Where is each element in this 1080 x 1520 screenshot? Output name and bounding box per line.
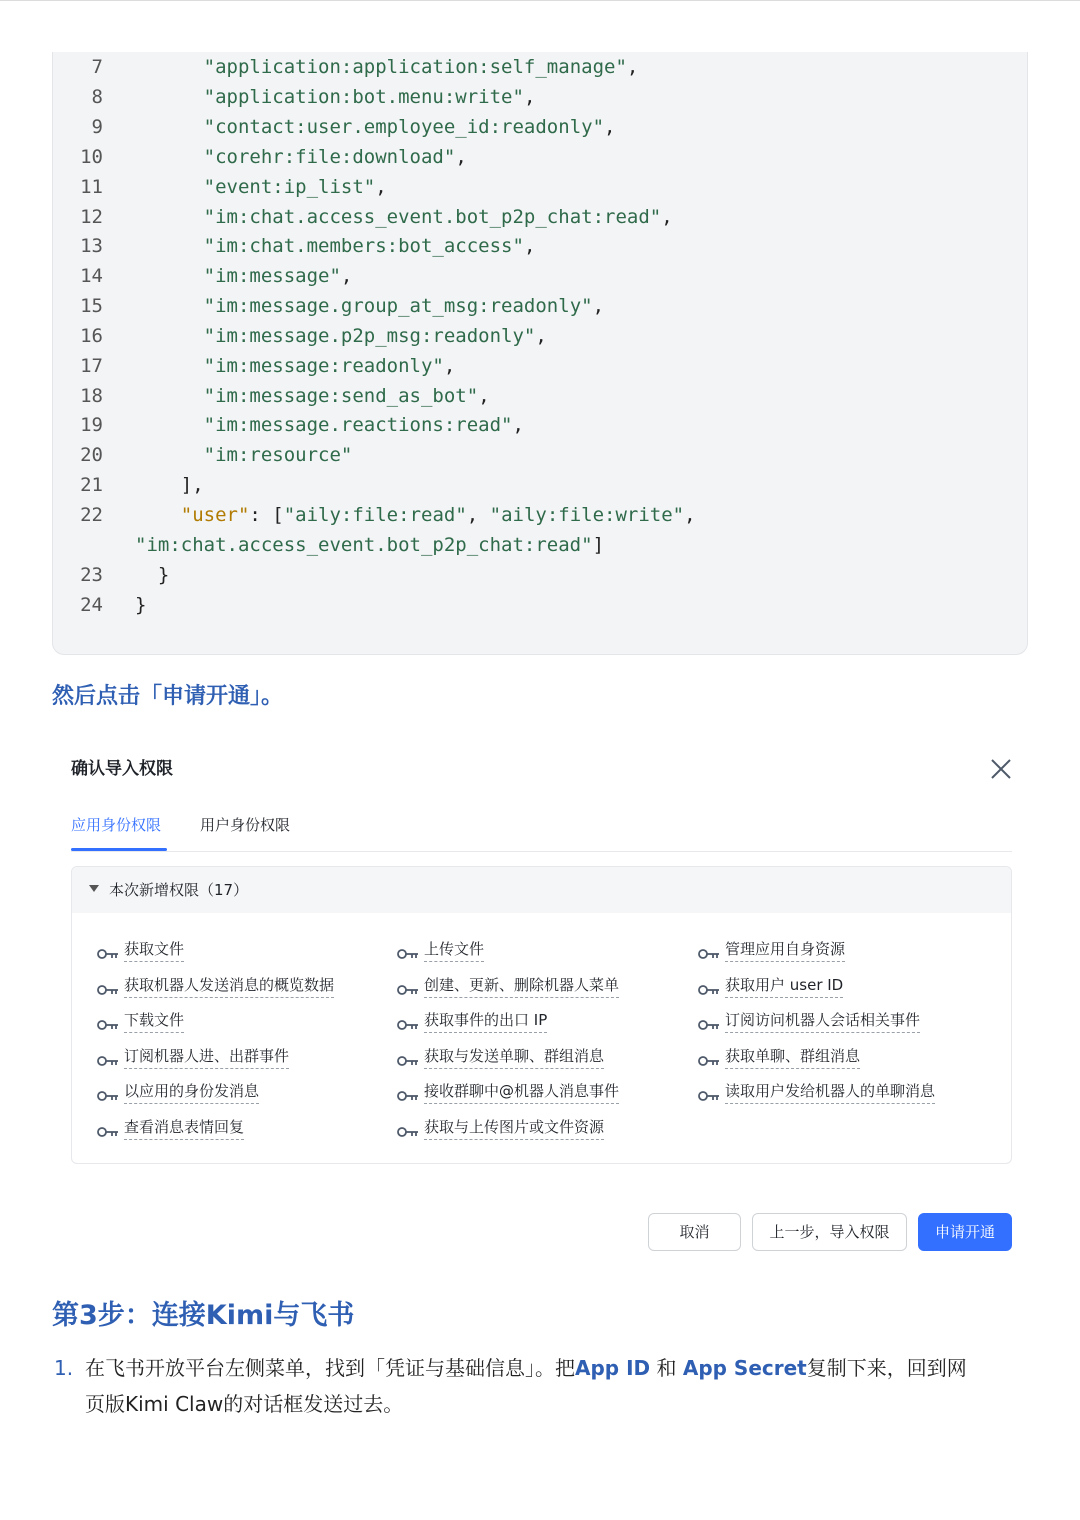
code-line	[53, 291, 1029, 321]
code-line	[53, 440, 1029, 470]
code-token: "application:bot.menu:write"	[203, 86, 524, 108]
code-token: ,	[443, 355, 456, 377]
step-3-heading: 第3步：连接Kimi与飞书	[52, 1300, 355, 1331]
app-id-highlight: App ID	[575, 1356, 651, 1380]
code-token: "aily:file:read"	[283, 504, 467, 526]
line-number: 8	[91, 86, 103, 108]
permission-label: 订阅访问机器人会话相关事件	[725, 1008, 920, 1033]
permission-label: 下载文件	[124, 1008, 184, 1033]
code-line	[53, 112, 1029, 142]
line-number: 13	[80, 235, 103, 257]
code-token: ,	[375, 176, 387, 198]
code-indent	[135, 325, 204, 347]
key-icon	[97, 1014, 119, 1028]
key-icon	[698, 1085, 720, 1099]
code-text	[135, 500, 696, 530]
code-line	[53, 530, 1029, 560]
tab-user-permissions[interactable]: 用户身份权限	[200, 816, 291, 834]
code-text	[135, 231, 535, 261]
permission-section-label: 本次新增权限（17）	[109, 881, 249, 899]
code-text	[135, 530, 604, 560]
code-line	[53, 52, 1029, 82]
code-token: "im:message.reactions:read"	[203, 414, 513, 436]
code-token: ],	[180, 474, 204, 496]
key-icon	[698, 943, 720, 957]
key-icon	[97, 979, 119, 993]
top-divider	[0, 0, 1080, 1]
tab-app-permissions[interactable]: 应用身份权限	[71, 816, 162, 834]
key-icon	[397, 1050, 419, 1064]
code-token: ,	[535, 325, 547, 347]
permission-label: 获取单聊、群组消息	[725, 1044, 860, 1069]
line-number: 23	[80, 564, 103, 586]
code-token: "im:message:readonly"	[203, 355, 444, 377]
code-line	[53, 470, 1029, 500]
code-token: "aily:file:write"	[489, 504, 685, 526]
permission-label: 获取与上传图片或文件资源	[424, 1115, 604, 1140]
close-icon[interactable]	[988, 756, 1014, 782]
key-icon	[698, 1050, 720, 1064]
code-line	[53, 560, 1029, 590]
code-token: "user"	[180, 504, 250, 526]
code-line	[53, 321, 1029, 351]
code-line	[53, 351, 1029, 381]
code-text	[135, 172, 387, 202]
code-indent	[135, 176, 204, 198]
apply-button[interactable]: 申请开通	[918, 1213, 1012, 1251]
code-token: ,	[626, 56, 639, 78]
code-text	[135, 261, 352, 291]
line-number: 7	[91, 56, 103, 78]
line-number: 11	[80, 176, 103, 198]
app-secret-highlight: App Secret	[682, 1356, 807, 1380]
code-token: "im:message:send_as_bot"	[203, 385, 479, 407]
code-line	[53, 500, 1029, 530]
code-token: ,	[592, 295, 605, 317]
line-number: 14	[80, 265, 103, 287]
cancel-button[interactable]: 取消	[648, 1213, 741, 1251]
permission-label: 获取事件的出口 IP	[424, 1008, 547, 1033]
code-line	[53, 381, 1029, 411]
code-token: ,	[604, 116, 616, 138]
code-token: "im:chat.access_event.bot_p2p_chat:read"	[203, 206, 662, 228]
code-token: ,	[523, 86, 536, 108]
code-token: ,	[466, 504, 490, 526]
line-number: 19	[80, 414, 103, 436]
code-text	[135, 82, 535, 112]
code-text	[135, 142, 467, 172]
key-icon	[97, 1121, 119, 1135]
permission-label: 上传文件	[424, 937, 484, 962]
code-token: }	[157, 564, 170, 586]
code-text	[135, 440, 352, 470]
line-number: 16	[80, 325, 103, 347]
code-line	[53, 172, 1029, 202]
code-token: ,	[512, 414, 524, 436]
code-indent	[135, 355, 204, 377]
code-text	[135, 351, 455, 381]
code-token: }	[135, 594, 147, 616]
permission-label: 获取与发送单聊、群组消息	[424, 1044, 604, 1069]
code-token: "im:message.group_at_msg:readonly"	[203, 295, 593, 317]
prev-step-button[interactable]: 上一步，导入权限	[752, 1213, 907, 1251]
code-indent	[135, 235, 204, 257]
key-icon	[97, 1085, 119, 1099]
code-indent	[135, 116, 204, 138]
code-token: "event:ip_list"	[203, 176, 376, 198]
permission-panel	[71, 866, 1012, 1164]
code-line	[53, 590, 1029, 620]
list-item-line-2: 页版Kimi Claw的对话框发送过去。	[85, 1392, 404, 1416]
code-token: : [	[249, 504, 284, 526]
line-number: 17	[80, 355, 103, 377]
code-token: ,	[684, 504, 696, 526]
code-line	[53, 82, 1029, 112]
permission-label: 创建、更新、删除机器人菜单	[424, 973, 619, 998]
list-item-line-1	[85, 1350, 1030, 1386]
permission-label: 查看消息表情回复	[124, 1115, 244, 1140]
code-line	[53, 410, 1029, 440]
code-line	[53, 261, 1029, 291]
code-indent	[135, 56, 204, 78]
code-token: ,	[455, 146, 467, 168]
code-text	[135, 470, 204, 500]
instruction-text: 在飞书开放平台左侧菜单，找到「凭证与基础信息」。把	[85, 1356, 575, 1380]
permission-label: 接收群聊中@机器人消息事件	[424, 1079, 619, 1104]
caption-click-apply: 然后点击「申请开通」。	[52, 684, 284, 709]
code-token: "application:application:self_manage"	[203, 56, 627, 78]
line-number: 9	[91, 116, 103, 138]
permission-section-header[interactable]	[72, 867, 1011, 913]
code-indent	[135, 295, 204, 317]
code-line	[53, 202, 1029, 232]
code-token: ,	[340, 265, 353, 287]
line-number: 15	[80, 295, 103, 317]
code-indent	[135, 564, 158, 586]
code-text	[135, 112, 615, 142]
permission-label: 订阅机器人进、出群事件	[124, 1044, 289, 1069]
code-token: "contact:user.employee_id:readonly"	[203, 116, 605, 138]
code-text	[135, 560, 169, 590]
key-icon	[397, 1121, 419, 1135]
line-number: 24	[80, 594, 103, 616]
code-text	[135, 52, 638, 82]
code-block	[52, 52, 1028, 655]
code-indent	[135, 444, 204, 466]
code-text	[135, 590, 146, 620]
key-icon	[97, 943, 119, 957]
code-token: "im:chat.members:bot_access"	[203, 235, 524, 257]
list-item-number: 1.	[54, 1356, 74, 1380]
code-token: "im:message.p2p_msg:readonly"	[203, 325, 536, 347]
instruction-connector: 和	[650, 1356, 683, 1380]
permission-label: 获取机器人发送消息的概览数据	[124, 973, 334, 998]
key-icon	[97, 1050, 119, 1064]
key-icon	[698, 1014, 720, 1028]
line-number: 22	[80, 504, 103, 526]
code-indent	[135, 385, 204, 407]
line-number: 20	[80, 444, 103, 466]
code-token: "im:message"	[203, 265, 341, 287]
code-indent	[135, 86, 204, 108]
code-indent	[135, 206, 204, 228]
code-token: ,	[478, 385, 490, 407]
code-text	[135, 321, 547, 351]
key-icon	[397, 1085, 419, 1099]
caret-down-icon	[89, 885, 99, 892]
line-number: 18	[80, 385, 103, 407]
line-number: 21	[80, 474, 103, 496]
code-text	[135, 291, 604, 321]
permission-label: 以应用的身份发消息	[124, 1079, 259, 1104]
code-indent	[135, 504, 181, 526]
key-icon	[698, 979, 720, 993]
code-token: ,	[661, 206, 673, 228]
permission-label: 获取文件	[124, 937, 184, 962]
code-token: ]	[592, 534, 605, 556]
tab-divider	[71, 851, 1012, 852]
code-token: ,	[523, 235, 536, 257]
line-number: 12	[80, 206, 103, 228]
code-indent	[135, 265, 204, 287]
code-token: "im:resource"	[203, 444, 353, 466]
key-icon	[397, 1014, 419, 1028]
key-icon	[397, 979, 419, 993]
key-icon	[397, 943, 419, 957]
code-text	[135, 410, 524, 440]
code-token: "corehr:file:download"	[203, 146, 456, 168]
code-indent	[135, 146, 204, 168]
permission-label: 读取用户发给机器人的单聊消息	[725, 1079, 935, 1104]
code-indent	[135, 414, 204, 436]
code-line	[53, 142, 1029, 172]
instruction-text-tail: 复制下来，回到网	[806, 1356, 967, 1380]
code-line	[53, 231, 1029, 261]
line-number: 10	[80, 146, 103, 168]
permission-label: 管理应用自身资源	[725, 937, 845, 962]
code-indent	[135, 474, 181, 496]
code-text	[135, 381, 490, 411]
dialog-title: 确认导入权限	[71, 759, 173, 779]
permission-label: 获取用户 user ID	[725, 973, 843, 998]
code-text	[135, 202, 673, 232]
code-token: "im:chat.access_event.bot_p2p_chat:read"	[135, 534, 593, 556]
